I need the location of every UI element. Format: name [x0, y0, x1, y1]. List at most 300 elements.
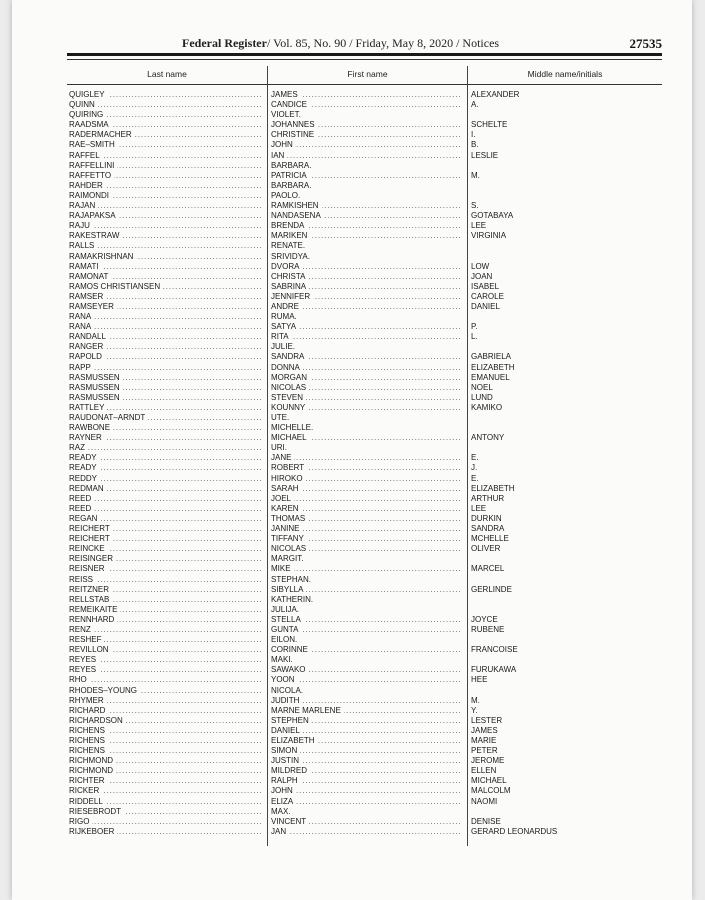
last-name-cell: ..... RATTLEY: [69, 403, 262, 413]
name-table: [69, 90, 662, 837]
middle-name-cell: MALCOLM: [471, 786, 661, 796]
last-name-cell: ..... RALLS: [69, 241, 262, 251]
table-row: [69, 181, 662, 191]
last-name-cell: ..... REINCKE: [69, 544, 262, 554]
last-name-cell: ..... REVILLON: [69, 645, 262, 655]
table-row: [69, 827, 662, 837]
middle-name-cell: ELLEN: [471, 766, 661, 776]
middle-name-cell: MICHAEL: [471, 776, 661, 786]
table-row: [69, 140, 662, 150]
first-name-cell: ..... DONNA: [271, 363, 461, 373]
dot-leader: [69, 504, 262, 514]
middle-name-cell: [471, 605, 661, 615]
last-name-cell: ..... REICHERT: [69, 534, 262, 544]
first-name-cell: ..... HIROKO: [271, 474, 461, 484]
dot-leader: [271, 453, 461, 463]
first-name-cell: ..... DANIEL: [271, 726, 461, 736]
middle-name-cell: VIRGINIA: [471, 231, 661, 241]
last-name-cell: ..... RAJAPAKSA: [69, 211, 262, 221]
table-row: [69, 171, 662, 181]
first-name-cell: ..... NANDASENA: [271, 211, 461, 221]
last-name-cell: ..... RAMOS CHRISTIANSEN: [69, 282, 262, 292]
table-row: [69, 393, 662, 403]
first-name-cell: NICOLA.: [271, 686, 461, 696]
first-name-cell: ..... MARNE MARLENE: [271, 706, 461, 716]
dot-leader: [271, 564, 461, 574]
dot-leader: [271, 797, 461, 807]
table-row: [69, 241, 662, 251]
first-name-cell: VIOLET.: [271, 110, 461, 120]
first-name-cell: JULIJA.: [271, 605, 461, 615]
dot-leader: [271, 332, 461, 342]
middle-name-cell: B.: [471, 140, 661, 150]
dot-leader: [69, 625, 262, 635]
middle-name-cell: GABRIELA: [471, 352, 661, 362]
first-name-cell: ..... JOHANNES: [271, 120, 461, 130]
dot-leader: [271, 494, 461, 504]
table-row: [69, 161, 662, 171]
last-name-cell: ..... RADERMACHER: [69, 130, 262, 140]
first-name-cell: ..... SIMON: [271, 746, 461, 756]
middle-name-cell: FRANCOISE: [471, 645, 661, 655]
first-name-cell: ..... NICOLAS: [271, 383, 461, 393]
first-name-cell: ..... SATYA: [271, 322, 461, 332]
column-header-middle-name: Middle name/initials: [468, 66, 662, 85]
last-name-cell: ..... RASMUSSEN: [69, 373, 262, 383]
middle-name-cell: CAROLE: [471, 292, 661, 302]
first-name-cell: SRIVIDYA.: [271, 252, 461, 262]
table-row: [69, 373, 662, 383]
middle-name-cell: DENISE: [471, 817, 661, 827]
first-name-cell: ..... MICHAEL: [271, 433, 461, 443]
last-name-cell: ..... RAPOLD: [69, 352, 262, 362]
table-row: [69, 90, 662, 100]
last-name-cell: ..... RAMONAT: [69, 272, 262, 282]
middle-name-cell: L.: [471, 332, 661, 342]
first-name-cell: ..... JAN: [271, 827, 461, 837]
last-name-cell: ..... RAJU: [69, 221, 262, 231]
last-name-cell: ..... RASMUSSEN: [69, 383, 262, 393]
middle-name-cell: JOAN: [471, 272, 661, 282]
first-name-cell: ..... JANE: [271, 453, 461, 463]
middle-name-cell: S.: [471, 201, 661, 211]
middle-name-cell: [471, 252, 661, 262]
last-name-cell: ..... REGAN: [69, 514, 262, 524]
first-name-cell: ..... JOHN: [271, 140, 461, 150]
first-name-cell: ..... CORINNE: [271, 645, 461, 655]
last-name-cell: ..... RAUDONAT–ARNDT: [69, 413, 262, 423]
table-row: [69, 504, 662, 514]
last-name-cell: ..... RAMAKRISHNAN: [69, 252, 262, 262]
first-name-cell: ..... TIFFANY: [271, 534, 461, 544]
table-row: [69, 363, 662, 373]
last-name-cell: ..... RAFFELLINI: [69, 161, 262, 171]
first-name-cell: ..... CHRISTINE: [271, 130, 461, 140]
first-name-cell: ..... RAMKISHEN: [271, 201, 461, 211]
last-name-cell: ..... RESHEF: [69, 635, 262, 645]
dot-leader: [69, 241, 262, 251]
last-name-cell: ..... RHO: [69, 675, 262, 685]
table-row: [69, 151, 662, 161]
last-name-cell: ..... RENZ: [69, 625, 262, 635]
table-row: [69, 191, 662, 201]
table-row: [69, 221, 662, 231]
last-name-cell: ..... QUIRING: [69, 110, 262, 120]
first-name-cell: ..... NICOLAS: [271, 544, 461, 554]
table-row: [69, 342, 662, 352]
last-name-cell: ..... REYES: [69, 665, 262, 675]
last-name-cell: ..... REYES: [69, 655, 262, 665]
table-row: [69, 746, 662, 756]
last-name-cell: ..... RICHENS: [69, 736, 262, 746]
table-row: [69, 453, 662, 463]
middle-name-cell: [471, 241, 661, 251]
first-name-cell: ..... JOEL: [271, 494, 461, 504]
document-page: [12, 0, 692, 900]
last-name-cell: ..... RAYNER: [69, 433, 262, 443]
last-name-cell: ..... RAFFETTO: [69, 171, 262, 181]
table-row: [69, 262, 662, 272]
first-name-cell: RENATE.: [271, 241, 461, 251]
first-name-cell: BARBARA.: [271, 161, 461, 171]
last-name-cell: ..... REISNER: [69, 564, 262, 574]
last-name-cell: ..... RELLSTAB: [69, 595, 262, 605]
table-row: [69, 282, 662, 292]
middle-name-cell: LEE: [471, 504, 661, 514]
last-name-cell: ..... RENNHARD: [69, 615, 262, 625]
last-name-cell: ..... RICHENS: [69, 726, 262, 736]
table-row: [69, 211, 662, 221]
first-name-cell: STEPHAN.: [271, 575, 461, 585]
first-name-cell: MICHELLE.: [271, 423, 461, 433]
middle-name-cell: LEE: [471, 221, 661, 231]
first-name-cell: ..... ELIZABETH: [271, 736, 461, 746]
middle-name-cell: E.: [471, 453, 661, 463]
dot-leader: [271, 151, 461, 161]
middle-name-cell: [471, 161, 661, 171]
table-row: [69, 130, 662, 140]
table-row: [69, 736, 662, 746]
table-row: [69, 807, 662, 817]
table-row: [69, 534, 662, 544]
middle-name-cell: [471, 312, 661, 322]
last-name-cell: ..... RAE–SMITH: [69, 140, 262, 150]
middle-name-cell: ELIZABETH: [471, 363, 661, 373]
middle-name-cell: [471, 181, 661, 191]
first-name-cell: ..... JENNIFER: [271, 292, 461, 302]
first-name-cell: ..... STEPHEN: [271, 716, 461, 726]
middle-name-cell: [471, 575, 661, 585]
table-row: [69, 544, 662, 554]
dot-leader: [69, 575, 262, 585]
middle-name-cell: LOW: [471, 262, 661, 272]
table-row: [69, 575, 662, 585]
middle-name-cell: P.: [471, 322, 661, 332]
first-name-cell: ..... JOHN: [271, 786, 461, 796]
middle-name-cell: NOEL: [471, 383, 661, 393]
table-row: [69, 514, 662, 524]
first-name-cell: EILON.: [271, 635, 461, 645]
middle-name-cell: DANIEL: [471, 302, 661, 312]
middle-name-cell: [471, 342, 661, 352]
dot-leader: [69, 443, 262, 453]
last-name-cell: ..... RAHDER: [69, 181, 262, 191]
dot-leader: [271, 675, 461, 685]
table-row: [69, 494, 662, 504]
middle-name-cell: E.: [471, 474, 661, 484]
first-name-cell: ..... SIBYLLA: [271, 585, 461, 595]
last-name-cell: ..... RAMSEYER: [69, 302, 262, 312]
table-row: [69, 403, 662, 413]
dot-leader: [271, 322, 461, 332]
last-name-cell: ..... READY: [69, 463, 262, 473]
column-header-first-name: First name: [268, 66, 467, 85]
middle-name-cell: ALEXANDER: [471, 90, 661, 100]
table-row: [69, 524, 662, 534]
table-row: [69, 413, 662, 423]
table-row: [69, 756, 662, 766]
middle-name-cell: LESTER: [471, 716, 661, 726]
first-name-cell: ..... MARIKEN: [271, 231, 461, 241]
table-row: [69, 423, 662, 433]
publication-title: Federal Register: [182, 36, 267, 50]
table-row: [69, 625, 662, 635]
middle-name-cell: KAMIKO: [471, 403, 661, 413]
last-name-cell: ..... RICHTER: [69, 776, 262, 786]
middle-name-cell: LESLIE: [471, 151, 661, 161]
dot-leader: [69, 221, 262, 231]
first-name-cell: ..... RALPH: [271, 776, 461, 786]
table-row: [69, 665, 662, 675]
table-row: [69, 302, 662, 312]
table-row: [69, 726, 662, 736]
first-name-cell: UTE.: [271, 413, 461, 423]
first-name-cell: ..... STEVEN: [271, 393, 461, 403]
table-row: [69, 716, 662, 726]
header-rule: [67, 53, 662, 56]
middle-name-cell: ARTHUR: [471, 494, 661, 504]
last-name-cell: ..... RIDDELL: [69, 797, 262, 807]
last-name-cell: ..... RICKER: [69, 786, 262, 796]
header-rule-thin: [67, 59, 662, 60]
last-name-cell: ..... REISINGER: [69, 554, 262, 564]
table-row: [69, 817, 662, 827]
first-name-cell: ..... CANDICE: [271, 100, 461, 110]
last-name-cell: ..... REISS: [69, 575, 262, 585]
table-row: [69, 110, 662, 120]
table-row: [69, 615, 662, 625]
middle-name-cell: [471, 413, 661, 423]
last-name-cell: ..... REITZNER: [69, 585, 262, 595]
first-name-cell: ..... MILDRED: [271, 766, 461, 776]
table-row: [69, 272, 662, 282]
middle-name-cell: [471, 807, 661, 817]
middle-name-cell: PETER: [471, 746, 661, 756]
last-name-cell: ..... REDDY: [69, 474, 262, 484]
first-name-cell: ..... KOUNNY: [271, 403, 461, 413]
last-name-cell: ..... RICHMOND: [69, 766, 262, 776]
last-name-cell: ..... RICHARD: [69, 706, 262, 716]
table-row: [69, 605, 662, 615]
last-name-cell: ..... RAZ: [69, 443, 262, 453]
table-row: [69, 786, 662, 796]
middle-name-cell: JAMES: [471, 726, 661, 736]
table-row: [69, 352, 662, 362]
page-number: 27535: [629, 36, 662, 51]
last-name-cell: ..... RICHARDSON: [69, 716, 262, 726]
middle-name-cell: M.: [471, 171, 661, 181]
last-name-cell: ..... RANDALL: [69, 332, 262, 342]
middle-name-cell: [471, 110, 661, 120]
last-name-cell: ..... RICHMOND: [69, 756, 262, 766]
first-name-cell: ..... KAREN: [271, 504, 461, 514]
table-row: [69, 231, 662, 241]
table-row: [69, 776, 662, 786]
first-name-cell: ..... RITA: [271, 332, 461, 342]
first-name-cell: BARBARA.: [271, 181, 461, 191]
middle-name-cell: [471, 443, 661, 453]
middle-name-cell: M.: [471, 696, 661, 706]
first-name-cell: ..... YOON: [271, 675, 461, 685]
first-name-cell: ..... SAWAKO: [271, 665, 461, 675]
table-row: [69, 443, 662, 453]
table-row: [69, 383, 662, 393]
last-name-cell: ..... REED: [69, 504, 262, 514]
first-name-cell: ..... STELLA: [271, 615, 461, 625]
last-name-cell: ..... RAWBONE: [69, 423, 262, 433]
last-name-cell: ..... RIJKEBOER: [69, 827, 262, 837]
middle-name-cell: [471, 554, 661, 564]
middle-name-cell: DURKIN: [471, 514, 661, 524]
middle-name-cell: HEE: [471, 675, 661, 685]
table-row: [69, 433, 662, 443]
last-name-cell: ..... RAPP: [69, 363, 262, 373]
dot-leader: [69, 817, 262, 827]
first-name-cell: PAOLO.: [271, 191, 461, 201]
first-name-cell: ..... DVORA: [271, 262, 461, 272]
last-name-cell: ..... REED: [69, 494, 262, 504]
middle-name-cell: FURUKAWA: [471, 665, 661, 675]
middle-name-cell: GERARD LEONARDUS: [471, 827, 661, 837]
middle-name-cell: ISABEL: [471, 282, 661, 292]
last-name-cell: ..... RASMUSSEN: [69, 393, 262, 403]
last-name-cell: ..... RAADSMA: [69, 120, 262, 130]
last-name-cell: ..... REMEIKAITE: [69, 605, 262, 615]
last-name-cell: ..... RANGER: [69, 342, 262, 352]
table-row: [69, 292, 662, 302]
last-name-cell: ..... QUINN: [69, 100, 262, 110]
middle-name-cell: EMANUEL: [471, 373, 661, 383]
table-row: [69, 554, 662, 564]
middle-name-cell: [471, 655, 661, 665]
middle-name-cell: SCHELTE: [471, 120, 661, 130]
middle-name-cell: J.: [471, 463, 661, 473]
first-name-cell: ..... THOMAS: [271, 514, 461, 524]
dot-leader: [69, 322, 262, 332]
table-row: [69, 322, 662, 332]
table-row: [69, 312, 662, 322]
table-row: [69, 645, 662, 655]
last-name-cell: ..... REICHERT: [69, 524, 262, 534]
middle-name-cell: GOTABAYA: [471, 211, 661, 221]
first-name-cell: ..... CHRISTA: [271, 272, 461, 282]
middle-name-cell: [471, 423, 661, 433]
middle-name-cell: LUND: [471, 393, 661, 403]
first-name-cell: ..... MIKE: [271, 564, 461, 574]
issue-details: / Vol. 85, No. 90 / Friday, May 8, 2020 / Notices: [266, 36, 500, 50]
table-row: [69, 797, 662, 807]
dot-leader: [271, 140, 461, 150]
table-row: [69, 474, 662, 484]
first-name-cell: ..... ELIZA: [271, 797, 461, 807]
table-row: [69, 484, 662, 494]
middle-name-cell: ELIZABETH: [471, 484, 661, 494]
dot-leader: [271, 786, 461, 796]
last-name-cell: ..... RANA: [69, 322, 262, 332]
middle-name-cell: Y.: [471, 706, 661, 716]
publication-line: [182, 36, 499, 51]
last-name-cell: ..... RAMATI: [69, 262, 262, 272]
table-row: [69, 585, 662, 595]
middle-name-cell: NAOMI: [471, 797, 661, 807]
first-name-cell: KATHERIN.: [271, 595, 461, 605]
last-name-cell: ..... RAKESTRAW: [69, 231, 262, 241]
table-row: [69, 655, 662, 665]
first-name-cell: ..... JANINE: [271, 524, 461, 534]
table-row: [69, 675, 662, 685]
middle-name-cell: JOYCE: [471, 615, 661, 625]
middle-name-cell: [471, 595, 661, 605]
dot-leader: [69, 675, 262, 685]
table-row: [69, 696, 662, 706]
table-row: [69, 201, 662, 211]
table-row: [69, 635, 662, 645]
last-name-cell: ..... RHODES–YOUNG: [69, 686, 262, 696]
last-name-cell: ..... RAIMONDI: [69, 191, 262, 201]
last-name-cell: ..... RAMSER: [69, 292, 262, 302]
middle-name-cell: [471, 686, 661, 696]
first-name-cell: ..... JUDITH: [271, 696, 461, 706]
last-name-cell: ..... RANA: [69, 312, 262, 322]
middle-name-cell: OLIVER: [471, 544, 661, 554]
last-name-cell: ..... QUIGLEY: [69, 90, 262, 100]
first-name-cell: ..... ANDRE: [271, 302, 461, 312]
first-name-cell: URI.: [271, 443, 461, 453]
table-row: [69, 120, 662, 130]
first-name-cell: ..... ROBERT: [271, 463, 461, 473]
middle-name-cell: MARIE: [471, 736, 661, 746]
first-name-cell: MAX.: [271, 807, 461, 817]
first-name-cell: ..... JUSTIN: [271, 756, 461, 766]
table-row: [69, 766, 662, 776]
first-name-cell: ..... PATRICIA: [271, 171, 461, 181]
first-name-cell: ..... BRENDA: [271, 221, 461, 231]
last-name-cell: ..... RICHENS: [69, 746, 262, 756]
first-name-cell: JULIE.: [271, 342, 461, 352]
middle-name-cell: MCHELLE: [471, 534, 661, 544]
first-name-cell: ..... SARAH: [271, 484, 461, 494]
table-row: [69, 100, 662, 110]
table-row: [69, 686, 662, 696]
first-name-cell: RUMA.: [271, 312, 461, 322]
first-name-cell: ..... SANDRA: [271, 352, 461, 362]
middle-name-cell: JEROME: [471, 756, 661, 766]
middle-name-cell: [471, 191, 661, 201]
first-name-cell: ..... JAMES: [271, 90, 461, 100]
middle-name-cell: [471, 635, 661, 645]
middle-name-cell: I.: [471, 130, 661, 140]
table-row: [69, 332, 662, 342]
